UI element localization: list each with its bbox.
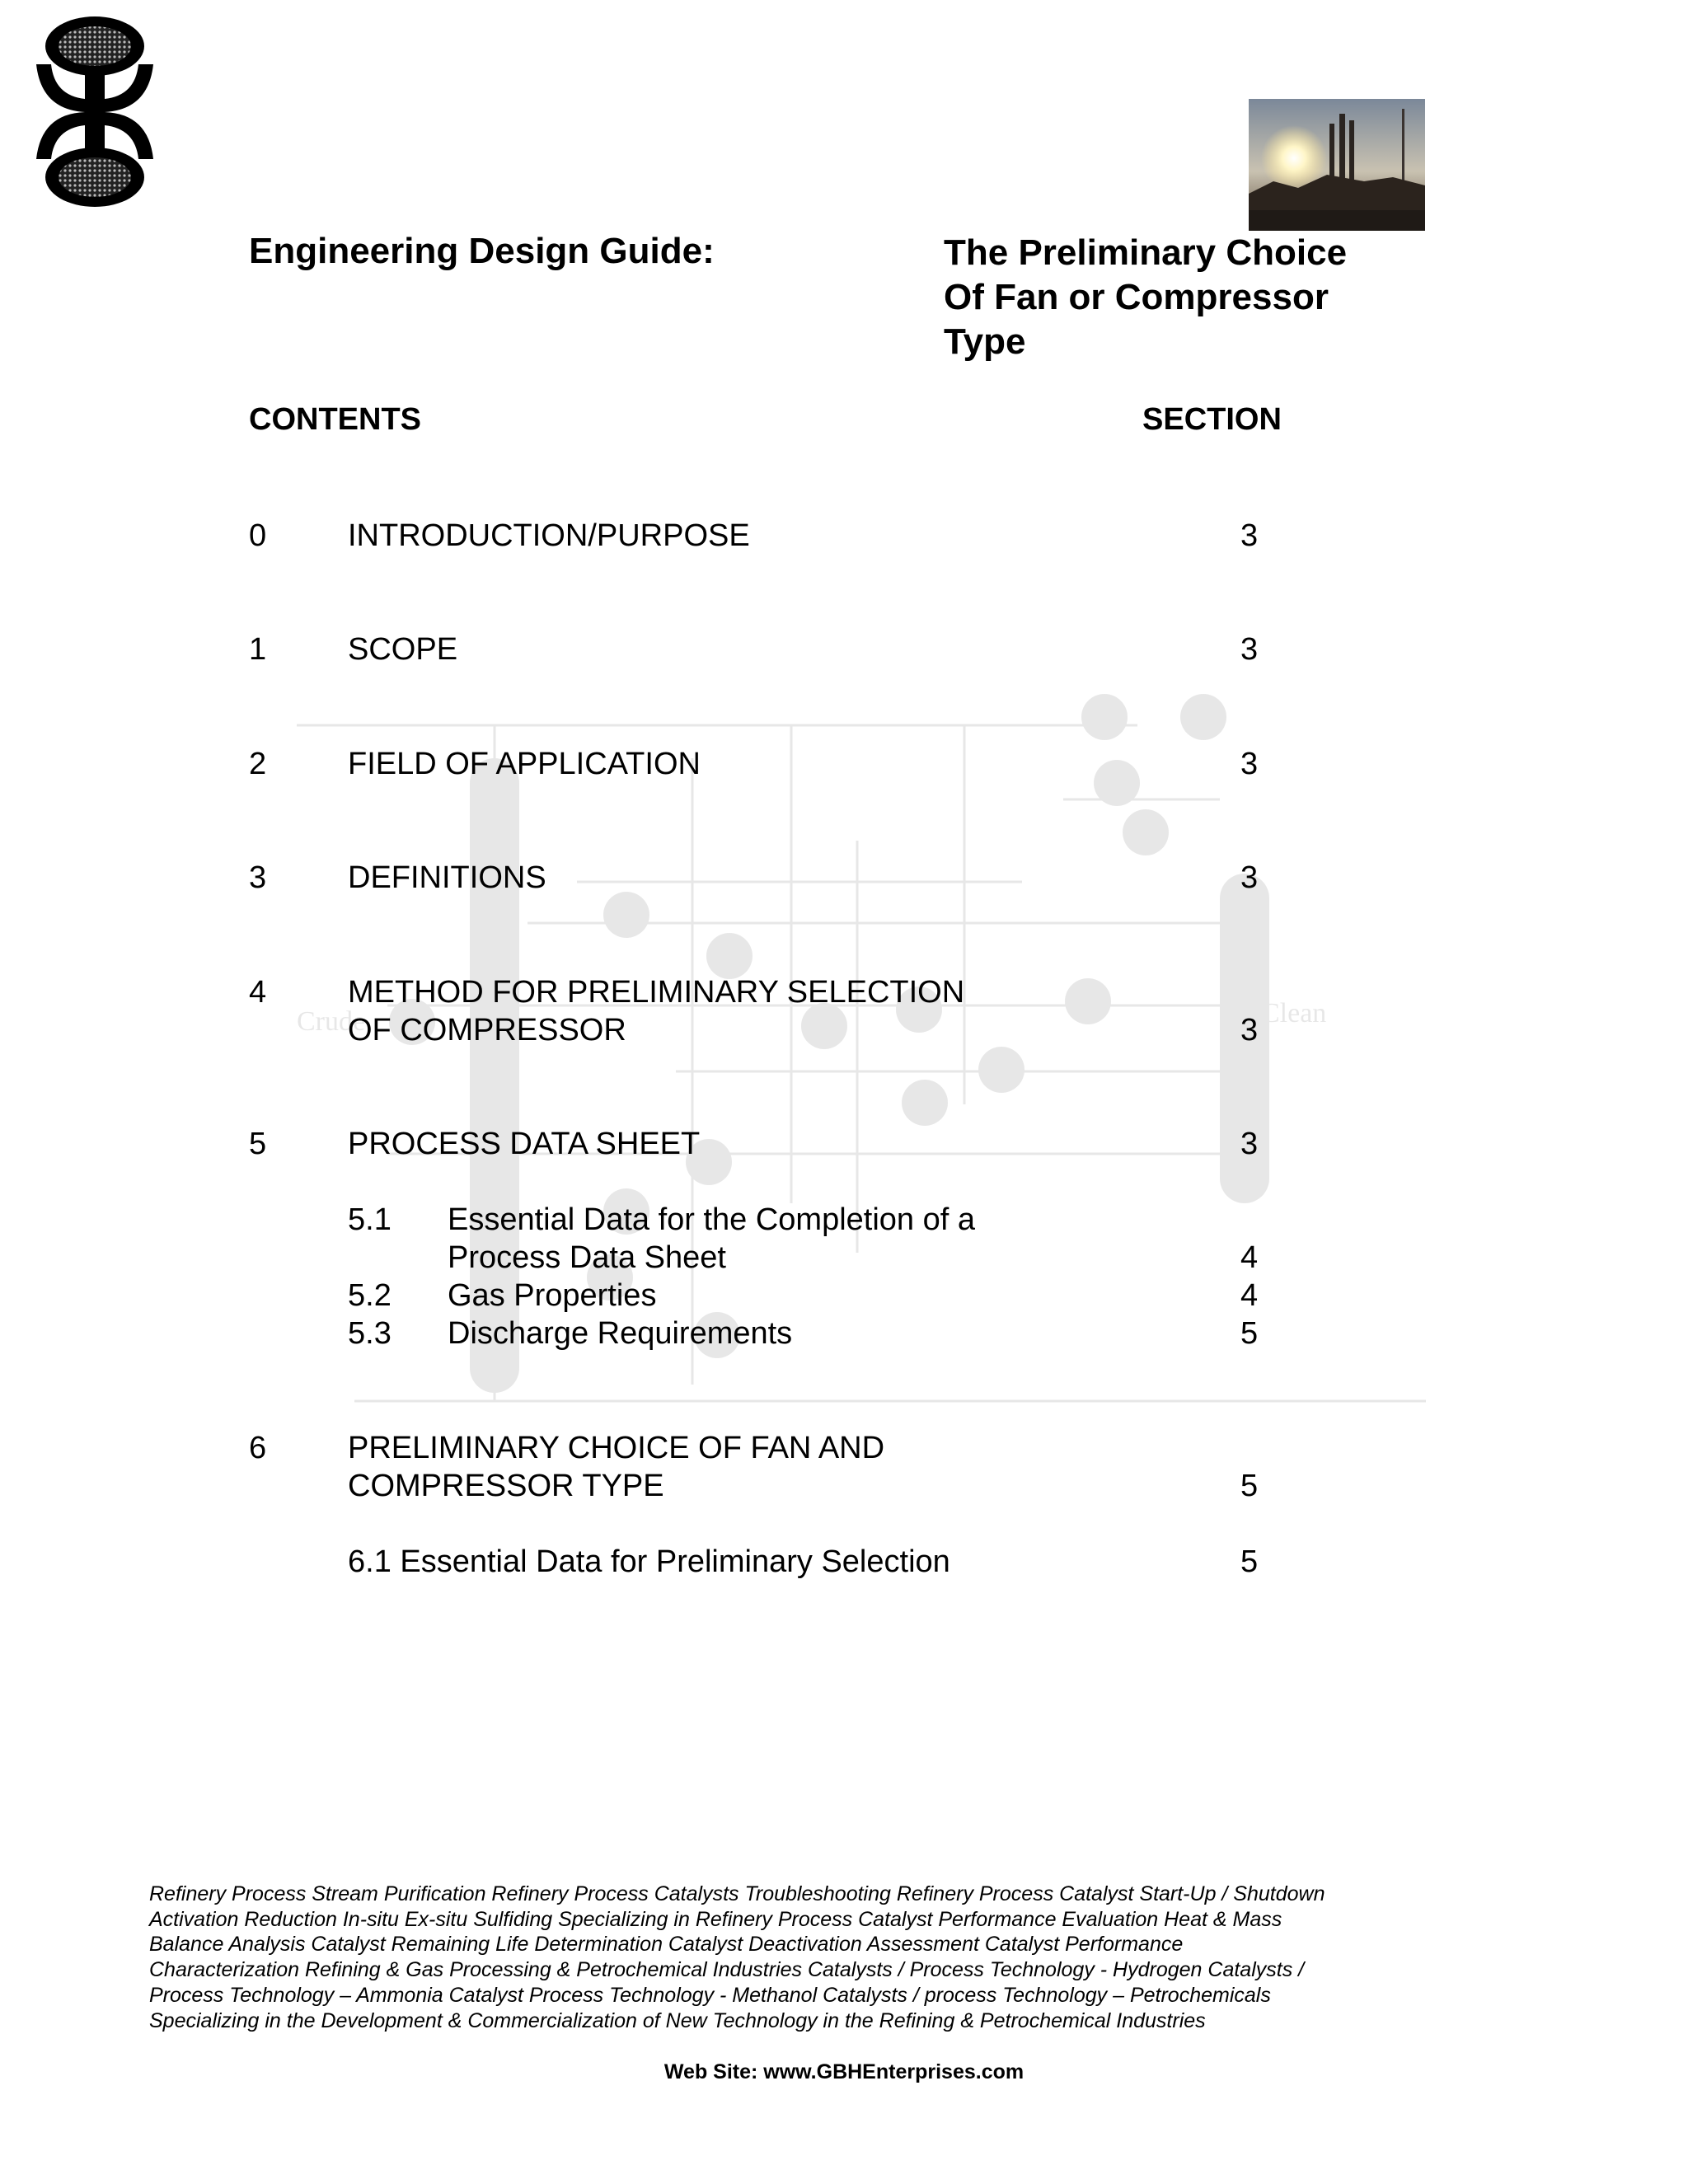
section-heading: SECTION: [1142, 402, 1282, 437]
toc-page: 5: [1240, 1469, 1259, 1503]
svg-text:Crude: Crude: [297, 1006, 366, 1037]
toc-page: 4: [1240, 1240, 1259, 1275]
toc-number: 5: [249, 1127, 267, 1161]
footer-line: Activation Reduction In-situ Ex-situ Sulfiding Specializing in Refinery Process Catalyst Performance Evaluation Heat & Mass: [149, 1907, 1282, 1931]
footer-line: Process Technology – Ammonia Catalyst Process Technology - Methanol Catalysts / process Technology – Petrochemicals: [149, 1983, 1271, 2007]
toc-number: 3: [249, 860, 267, 895]
gbh-logo-icon: [33, 15, 157, 209]
footer-line: Refinery Process Stream Purification Refinery Process Catalysts Troubleshooting Refinery Process Catalyst Start-Up / Shutdown: [149, 1882, 1325, 1905]
toc-subnumber: 5.1: [348, 1202, 392, 1237]
toc-page: 3: [1240, 860, 1259, 895]
toc-subentry-5-1[interactable]: [0, 1201, 1688, 1277]
toc-title: FIELD OF APPLICATION: [348, 747, 701, 781]
toc-title-continued: COMPRESSOR TYPE: [348, 1469, 664, 1503]
toc-number: 1: [249, 632, 267, 667]
toc-number: 2: [249, 747, 267, 781]
toc-page: 3: [1240, 1127, 1259, 1161]
refinery-flow-diagram-watermark: [280, 676, 1434, 1483]
footer-line: Specializing in the Development & Commercialization of New Technology in the Refining & Petrochemical Industries: [149, 2008, 1206, 2032]
toc-title: PRELIMINARY CHOICE OF FAN AND: [348, 1431, 885, 1465]
footer-services-text: [149, 1882, 1435, 2033]
document-title: [944, 231, 1347, 364]
toc-page: 3: [1240, 632, 1259, 667]
toc-subnumber: 5.3: [348, 1316, 392, 1351]
toc-title: PROCESS DATA SHEET: [348, 1127, 701, 1161]
toc-title: METHOD FOR PRELIMINARY SELECTION: [348, 975, 965, 1010]
toc-subnumber: 5.2: [348, 1278, 392, 1313]
toc-page: 5: [1240, 1544, 1259, 1579]
toc-subtitle: Gas Properties: [448, 1278, 657, 1313]
contents-heading: CONTENTS: [249, 402, 421, 437]
toc-page: 3: [1240, 1013, 1259, 1047]
toc-subtitle: Discharge Requirements: [448, 1316, 793, 1351]
toc-subtitle-continued: Process Data Sheet: [448, 1240, 726, 1275]
toc-title: INTRODUCTION/PURPOSE: [348, 518, 750, 553]
toc-title-continued: OF COMPRESSOR: [348, 1013, 626, 1047]
toc-page: 4: [1240, 1278, 1259, 1313]
toc-page: 3: [1240, 747, 1259, 781]
document-title-line: Of Fan or Compressor: [944, 277, 1329, 317]
toc-subtitle: Essential Data for the Completion of a: [448, 1202, 976, 1237]
refinery-sunset-photo: [1249, 99, 1425, 231]
toc-page: 5: [1240, 1316, 1259, 1351]
toc-number: 4: [249, 975, 267, 1010]
footer-line: Characterization Refining & Gas Processing & Petrochemical Industries Catalysts / Process Technology - Hydrogen Catalysts /: [149, 1958, 1305, 1982]
toc-entry-4[interactable]: [0, 973, 1688, 1049]
document-title-line: Type: [944, 321, 1026, 362]
toc-title: DEFINITIONS: [348, 860, 546, 895]
website-link[interactable]: Web Site: www.GBHEnterprises.com: [663, 2060, 1025, 2083]
footer-line: Balance Analysis Catalyst Remaining Life Determination Catalyst Deactivation Assessment Catalyst Performance: [149, 1933, 1184, 1957]
document-title-line: The Preliminary Choice: [944, 232, 1348, 273]
toc-entry-6[interactable]: [0, 1429, 1688, 1505]
toc-number: 6: [249, 1431, 267, 1465]
toc-page: 3: [1240, 518, 1259, 553]
toc-number: 0: [249, 518, 267, 553]
svg-text:Clean: Clean: [1261, 998, 1327, 1029]
guide-label: Engineering Design Guide:: [249, 231, 715, 271]
toc-subtitle: 6.1 Essential Data for Preliminary Selection: [348, 1544, 950, 1579]
toc-title: SCOPE: [348, 632, 458, 667]
